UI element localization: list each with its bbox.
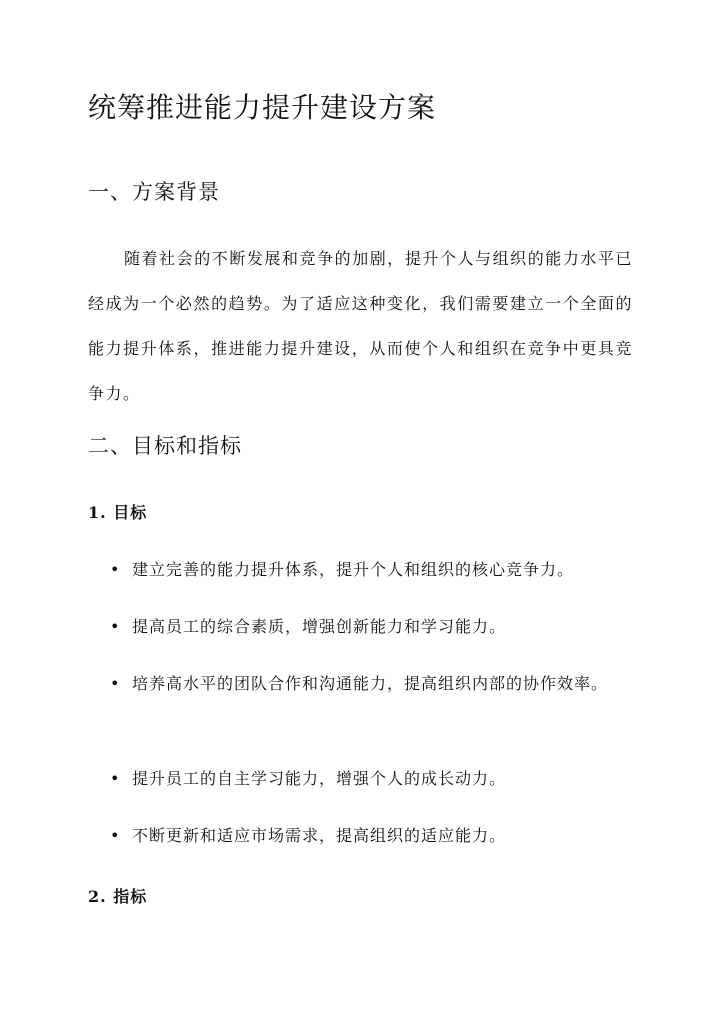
subsection-heading-indicators: 2. 指标 [88, 887, 148, 906]
goals-list-item [110, 661, 630, 706]
goals-list-item-text: 提升员工的自主学习能力，增强个人的成长动力。 [132, 769, 507, 788]
goals-list-item [110, 813, 630, 858]
goals-list-item-text: 不断更新和适应市场需求，提高组织的适应能力。 [132, 826, 507, 845]
goals-list-item-text: 提高员工的综合素质，增强创新能力和学习能力。 [132, 617, 507, 636]
goals-list-item-text: 建立完善的能力提升体系，提升个人和组织的核心竞争力。 [132, 560, 575, 579]
document-title: 统筹推进能力提升建设方案 [88, 91, 437, 124]
subsection-heading-goals: 1. 目标 [88, 503, 148, 522]
background-paragraph: 随着社会的不断发展和竞争的加剧，提升个人与组织的能力水平已经成为一个必然的趋势。为了适应这种变化，我们需要建立一个全面的能力提升体系，推进能力提升建设，从而使个人和组织在竞争中更具竞争力。 [88, 249, 633, 403]
bullet-dot-icon: • [110, 617, 121, 636]
goals-list-item [110, 756, 630, 801]
section-heading-background: 一、方案背景 [88, 180, 220, 204]
goals-list-item [110, 604, 630, 649]
bullet-dot-icon: • [110, 769, 121, 788]
bullet-dot-icon: • [110, 674, 121, 693]
goals-list-item-text: 培养高水平的团队合作和沟通能力，提高组织内部的协作效率。 [132, 674, 609, 693]
section-heading-goals-and-indicators: 二、目标和指标 [88, 434, 242, 458]
goals-list-item [110, 547, 630, 592]
bullet-dot-icon: • [110, 560, 121, 579]
bullet-dot-icon: • [110, 826, 121, 845]
